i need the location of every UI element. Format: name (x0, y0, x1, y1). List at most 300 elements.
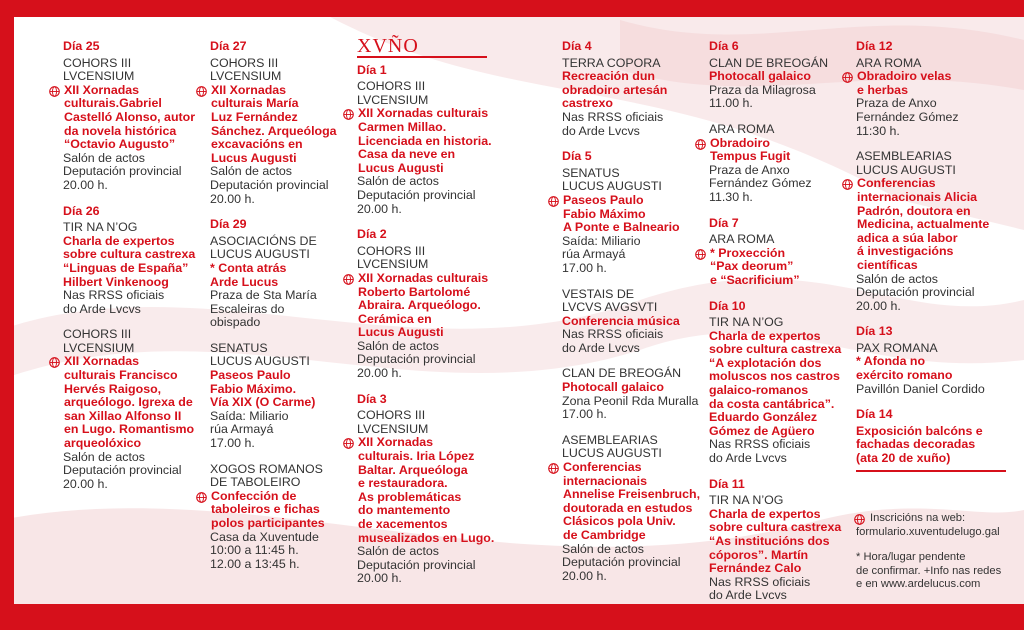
event-place (709, 438, 849, 465)
event-activity (562, 70, 667, 111)
event-place (210, 410, 350, 451)
event-activity-line: “Pax deorum” (710, 259, 794, 274)
event-activity-line: Lucus Augusti (358, 325, 444, 340)
event-activity-line: científicas (857, 257, 918, 272)
event-organizer-line: CLAN DE BREOGÁN (709, 55, 829, 70)
event-organizer-line: ARA ROMA (709, 121, 775, 136)
event-place-line: Deputación provincial (856, 285, 975, 300)
event-organizer (856, 150, 996, 177)
event-activity-line: de Cambridge (563, 528, 646, 542)
event-activity-row (709, 330, 849, 439)
event-activity-line: XII Xornadas culturais (358, 270, 489, 285)
event-item (856, 57, 996, 139)
day-heading: Día 25 (63, 39, 100, 53)
event-place-line: Fernández Gómez (856, 109, 959, 124)
event-organizer (562, 167, 702, 194)
pending-note-3: e en www.ardelucus.com (856, 578, 981, 591)
event-organizer (63, 57, 203, 84)
event-activity-line: excavacións en (211, 137, 303, 152)
event-activity-line: e herbas (857, 82, 908, 97)
event-place-line: Deputación provincial (357, 187, 476, 202)
event-activity-line: Roberto Bartolomé (358, 284, 471, 299)
event-organizer (562, 57, 702, 71)
globe-icon (343, 438, 356, 449)
event-organizer-line: ASEMBLEARIAS (856, 149, 952, 164)
event-activity-line: culturais.Gabriel (64, 96, 162, 111)
event-organizer (63, 328, 203, 355)
event-activity-line: musealizados en Lugo. (358, 530, 495, 545)
event-activity-line: As problemáticas (358, 489, 462, 504)
day-heading: Día 14 (856, 407, 893, 422)
event-activity (857, 177, 989, 272)
left-red-band (0, 0, 14, 630)
event-activity (358, 436, 494, 545)
event-activity-line: Carmen Millao. (358, 119, 447, 134)
event-activity-line: Medicina, actualmente (857, 217, 990, 232)
event-place-line: 17.00 h. (562, 260, 607, 275)
event-activity-line: Sánchez. Arqueóloga (211, 123, 337, 138)
event-place (856, 273, 996, 314)
event-place-line: 17.00 h. (562, 407, 607, 422)
day-heading: Día 1 (357, 62, 387, 77)
event-place-line: Escaleiras do (210, 301, 285, 316)
event-place-line: do Arde Lvcvs (709, 451, 787, 466)
event-activity (211, 490, 325, 531)
event-activity-line: XII Xornadas (358, 435, 434, 450)
event-place (709, 164, 849, 205)
event-organizer-line: LVCENSIUM (63, 340, 135, 355)
globe-icon (842, 72, 855, 83)
event-activity-line: culturais Francisco (64, 368, 178, 383)
event-activity-line: obradoiro artesán (562, 82, 668, 97)
event-activity-row (63, 355, 203, 450)
event-place-line: do Arde Lvcvs (709, 588, 787, 603)
event-organizer-line: LVCVS AVGSVTI (562, 300, 658, 315)
event-activity-line: moluscos nos castros (709, 369, 840, 384)
event-activity-line: XII Xornadas culturais (358, 106, 489, 121)
event-place-line: 12.00 a 13:45 h. (210, 556, 300, 571)
event-item (856, 150, 996, 313)
event-organizer (357, 80, 497, 107)
event-activity-line: internacionais (563, 473, 648, 488)
event-organizer-line: XOGOS ROMANOS (210, 461, 323, 476)
event-activity-row (210, 262, 350, 289)
day-heading: Día 6 (709, 39, 739, 53)
event-organizer (210, 463, 350, 490)
event-place-line: Nas RRSS oficiais (562, 327, 664, 342)
event-organizer-line: COHORS III (210, 55, 279, 70)
event-activity-row (63, 84, 203, 152)
event-activity (63, 235, 195, 289)
globe-icon (49, 357, 62, 368)
globe-icon (854, 514, 867, 525)
event-organizer-line: COHORS III (63, 327, 132, 342)
globe-icon (343, 109, 356, 120)
event-place (63, 152, 203, 193)
event-place-line: Deputación provincial (63, 463, 182, 478)
event-activity-line: do mantemento (358, 503, 451, 518)
event-activity-line: Eduardo González (709, 410, 818, 425)
event-organizer-line: LUCUS AUGUSTI (210, 247, 310, 262)
globe-icon (548, 196, 561, 207)
event-activity-row (562, 381, 702, 395)
event-organizer-line: COHORS III (357, 79, 426, 94)
event-place-line: Salón de actos (63, 150, 145, 165)
event-organizer (357, 245, 497, 272)
day-heading: Día 26 (63, 203, 100, 218)
event-place-line: Salón de actos (357, 544, 439, 559)
event-organizer-line: COHORS III (63, 55, 132, 70)
event-activity-line: sobre cultura castrexa (709, 520, 842, 535)
event-activity-line: “Linguas de España” (63, 260, 189, 275)
event-place-line: 20.00 h. (856, 298, 901, 313)
event-place (562, 395, 702, 422)
event-place (856, 97, 996, 138)
globe-icon (196, 86, 209, 97)
event-organizer (709, 316, 849, 330)
event-activity-row (357, 272, 497, 340)
event-organizer-line: VESTAIS DE (562, 286, 635, 301)
event-activity-line: galaico-romanos (709, 383, 809, 398)
schedule-column (210, 40, 350, 583)
event-activity-line: de xacementos (358, 517, 448, 531)
event-place-line: Pavillón Daniel Cordido (856, 381, 985, 396)
globe-icon (695, 249, 708, 260)
event-activity-line: Lucus Augusti (358, 160, 444, 175)
event-place-line: Praza de Sta María (210, 288, 317, 303)
event-activity-line: Charla de expertos (709, 506, 821, 521)
event-place-line: obispado (210, 315, 261, 330)
globe-icon (196, 492, 209, 503)
event-organizer-line: COHORS III (357, 408, 426, 423)
event-item (210, 57, 350, 207)
event-place (63, 451, 203, 492)
event-organizer (210, 235, 350, 262)
event-place-line: Casa da Xuventude (210, 529, 319, 544)
event-organizer (210, 342, 350, 369)
event-item (63, 221, 203, 316)
event-organizer-line: TIR NA N’OG (709, 493, 784, 508)
event-activity-row (562, 461, 702, 543)
event-activity (64, 84, 195, 152)
event-place-line: Salón de actos (357, 338, 439, 353)
event-place-line: 20.00 h. (210, 191, 255, 206)
event-activity (710, 137, 790, 164)
event-item (562, 57, 702, 139)
event-activity-line: sobre cultura castrexa (709, 342, 842, 357)
event-activity (64, 355, 194, 450)
event-item (63, 328, 203, 491)
day-heading: Día 2 (357, 227, 387, 242)
event-activity-row (709, 508, 849, 576)
event-activity-line: Tempus Fugit (710, 149, 791, 164)
event-activity-line: * Afonda no (856, 354, 926, 369)
event-organizer-line: LVCENSIUM (357, 257, 429, 272)
event-place-line: 20.00 h. (357, 201, 402, 216)
event-place-line: Salón de actos (856, 271, 938, 286)
day-heading: Día 29 (210, 217, 247, 232)
event-activity-line: Hilbert Vinkenoog (63, 274, 169, 289)
event-activity-row (562, 70, 702, 111)
day-heading: Día 3 (357, 391, 387, 406)
event-organizer-line: TIR NA N’OG (63, 220, 138, 235)
event-item (357, 409, 497, 586)
event-activity-line: Luz Fernández (211, 109, 298, 124)
event-activity (856, 425, 983, 466)
event-organizer-line: COHORS III (357, 243, 426, 258)
event-place-line: 11.00 h. (709, 96, 753, 111)
event-activity-line: culturais María (211, 96, 299, 111)
event-place-line: Deputación provincial (357, 557, 476, 572)
event-activity-line: da novela histórica (64, 123, 177, 138)
event-activity-row (63, 235, 203, 289)
event-organizer-line: LVCENSIUM (63, 69, 135, 84)
event-activity (562, 315, 680, 329)
event-place (562, 328, 702, 355)
schedule-column (562, 40, 702, 595)
event-organizer (63, 221, 203, 235)
event-place-line: 17.00 h. (210, 436, 255, 451)
event-activity-line: Fabio Máximo. (210, 381, 297, 396)
event-place (210, 531, 350, 572)
event-place-line: Nas RRSS oficiais (709, 437, 811, 452)
event-activity-line: Photocall galaico (709, 69, 811, 84)
event-activity-row (709, 137, 849, 164)
event-activity-line: polos participantes (211, 516, 325, 530)
inscricions-url[interactable]: formulario.xuventudelugo.gal (856, 525, 1000, 538)
event-activity-row (357, 436, 497, 545)
event-activity-line: Photocall galaico (562, 380, 664, 395)
event-place-line: Salón de actos (210, 164, 292, 179)
schedule-column (357, 35, 497, 598)
event-activity-line: * Proxección (710, 245, 786, 260)
event-place-line: Salón de actos (63, 449, 145, 464)
event-item (562, 367, 702, 421)
event-activity-line: á investigacións (857, 244, 954, 259)
event-item (562, 167, 702, 276)
globe-icon (695, 139, 708, 150)
event-activity (857, 70, 951, 97)
event-item (709, 316, 849, 466)
event-activity-line: “As institucións dos (709, 534, 830, 548)
event-item (63, 57, 203, 193)
event-activity-line: cóporos”. Martín (709, 547, 809, 562)
day-heading: Día 12 (856, 39, 893, 53)
event-place-line: Saída: Miliario (210, 408, 289, 423)
event-activity-line: Obradoiro velas (857, 69, 952, 84)
event-place-line: do Arde Lvcvs (63, 301, 141, 316)
event-organizer-line: SENATUS (562, 165, 620, 180)
event-place-line: 11:30 h. (856, 123, 900, 138)
event-activity-line: Charla de expertos (709, 328, 821, 343)
event-activity-line: Hervés Raigoso, (64, 381, 162, 396)
event-activity-line: “Octavio Augusto” (64, 137, 176, 152)
top-red-band (0, 0, 1024, 17)
event-activity-line: Charla de expertos (63, 233, 175, 248)
event-place-line: do Arde Lvcvs (562, 123, 640, 138)
event-organizer-line: LUCUS AUGUSTI (210, 354, 310, 369)
event-place (63, 289, 203, 316)
event-item (357, 245, 497, 381)
globe-icon (343, 274, 356, 285)
event-organizer (856, 57, 996, 71)
event-place (562, 543, 702, 584)
day-heading: Día 7 (709, 215, 739, 230)
event-activity-line: exército romano (856, 368, 953, 383)
event-place-line: Praza de Anxo (709, 162, 790, 177)
event-organizer-line: ARA ROMA (856, 55, 922, 70)
event-activity-row (856, 70, 996, 97)
event-activity-row (210, 490, 350, 531)
event-activity-line: A Ponte e Balneario (563, 220, 680, 235)
event-activity-row (357, 107, 497, 175)
event-organizer (357, 409, 497, 436)
event-activity-row (562, 194, 702, 235)
event-item (709, 57, 849, 111)
event-place-line: Saída: Miliario (562, 233, 641, 248)
event-place-line: 20.00 h. (562, 568, 607, 583)
event-activity-line: castrexo (562, 96, 613, 111)
event-activity-row (856, 355, 996, 382)
event-activity-line: Conferencias (563, 460, 642, 475)
event-organizer-line: LUCUS AUGUSTI (562, 446, 662, 461)
day-heading: Día 5 (562, 149, 592, 164)
event-organizer (709, 123, 849, 137)
event-item (856, 425, 996, 466)
event-activity-line: fachadas decoradas (856, 437, 976, 452)
event-activity-line: sobre cultura castrexa (63, 247, 196, 262)
event-activity-line: Arde Lucus (210, 274, 279, 289)
event-item (210, 342, 350, 451)
event-activity-line: Clásicos pola Univ. (563, 514, 676, 529)
event-place (562, 235, 702, 276)
event-activity-line: Confección de (211, 488, 297, 503)
event-place (210, 165, 350, 206)
pending-note-text: * Hora/lugar pendente (856, 551, 966, 564)
event-activity-line: Exposición balcóns e (856, 423, 983, 438)
event-activity-line: Baltar. Arqueóloga (358, 462, 468, 477)
event-organizer (709, 57, 849, 71)
month-heading: XVÑO (357, 40, 487, 58)
day-heading: Día 13 (856, 324, 893, 339)
event-activity-line: Vía XIX (O Carme) (210, 395, 316, 410)
event-item (709, 233, 849, 287)
event-organizer-line: ARA ROMA (709, 232, 775, 247)
event-place (210, 289, 350, 330)
event-organizer-line: TERRA COPORA (562, 55, 661, 70)
event-activity-line: internacionais Alicia (857, 189, 978, 204)
event-place-line: Deputación provincial (357, 352, 476, 367)
event-item (210, 463, 350, 572)
event-activity-line: arqueolóxico (64, 436, 142, 451)
event-organizer (709, 233, 849, 247)
event-place-line: Praza de Anxo (856, 96, 937, 111)
event-activity-row (709, 70, 849, 84)
event-activity-line: doutorada en estudos (563, 500, 693, 515)
event-activity-line: culturais. Iria López (358, 449, 475, 464)
event-place-line: do Arde Lvcvs (562, 340, 640, 355)
event-activity-row (210, 84, 350, 166)
event-activity (358, 272, 488, 340)
schedule-column (856, 40, 996, 472)
event-organizer-line: SENATUS (210, 340, 268, 355)
pending-note (856, 551, 1001, 565)
day-heading: Día 27 (210, 39, 247, 53)
event-organizer-line: ASOCIACIÓNS DE (210, 233, 317, 248)
event-activity-line: * Conta atrás (210, 260, 287, 275)
day-heading: Día 11 (709, 476, 745, 491)
event-place (562, 111, 702, 138)
event-activity-line: Castelló Alonso, autor (64, 109, 196, 124)
event-place (357, 545, 497, 586)
event-activity-line: Annelise Freisenbruch, (563, 487, 701, 502)
event-place (357, 175, 497, 216)
event-place-line: Nas RRSS oficiais (562, 109, 664, 124)
event-activity-line: Padrón, doutora en (857, 203, 971, 218)
event-item (210, 235, 350, 330)
event-place-line: rúa Armayá (210, 422, 274, 437)
event-activity (710, 247, 800, 288)
event-activity-line: Cerámica en (358, 311, 432, 326)
event-activity-line: Conferencia música (562, 313, 680, 328)
event-activity-line: da costa cantábrica”. (709, 396, 835, 411)
event-place-line: Deputación provincial (63, 164, 182, 179)
event-place-line: Praza da Milagrosa (709, 82, 816, 97)
event-item (357, 80, 497, 216)
event-place-line: 20.00 h. (63, 476, 108, 491)
event-activity (210, 369, 315, 410)
event-item (709, 123, 849, 205)
event-place-line: 20.00 h. (357, 366, 402, 381)
event-organizer (210, 57, 350, 84)
event-place-line: Deputación provincial (210, 177, 329, 192)
event-activity-row (856, 425, 996, 466)
event-organizer (856, 342, 996, 356)
event-organizer (562, 367, 702, 381)
event-activity-line: (ata 20 de xuño) (856, 451, 951, 466)
event-organizer-line: LVCENSIUM (357, 421, 429, 436)
event-activity-line: Recreación dun (562, 69, 655, 84)
event-activity-line: Lucus Augusti (211, 150, 297, 165)
event-place-line: Nas RRSS oficiais (709, 574, 811, 589)
event-activity-row (709, 247, 849, 288)
event-activity (563, 461, 700, 543)
schedule-column (63, 40, 203, 503)
event-place-line: 10:00 a 11:45 h. (210, 543, 299, 558)
event-activity-line: Abraira. Arqueólogo. (358, 298, 481, 313)
day-heading: Día 4 (562, 39, 592, 53)
event-activity (709, 70, 811, 84)
event-place-line: Salón de actos (357, 174, 439, 189)
event-organizer-line: PAX ROMANA (856, 340, 938, 355)
event-activity-line: Obradoiro (710, 135, 770, 150)
event-item (709, 494, 849, 603)
event-item (856, 342, 996, 396)
event-activity (856, 355, 952, 382)
event-activity-line: Fernández Calo (709, 561, 802, 576)
end-rule (856, 470, 1006, 472)
event-activity-row (856, 177, 996, 272)
globe-icon (49, 86, 62, 97)
bottom-red-band (0, 604, 1024, 630)
event-activity (562, 381, 664, 395)
event-activity (211, 84, 337, 166)
event-place-line: Fernández Gómez (709, 176, 812, 191)
event-activity-line: e restauradora. (358, 476, 448, 491)
event-organizer (709, 494, 849, 508)
event-activity-line: arqueólogo. Igrexa de (64, 395, 193, 410)
event-place-line: Zona Peonil Rda Muralla (562, 393, 699, 408)
